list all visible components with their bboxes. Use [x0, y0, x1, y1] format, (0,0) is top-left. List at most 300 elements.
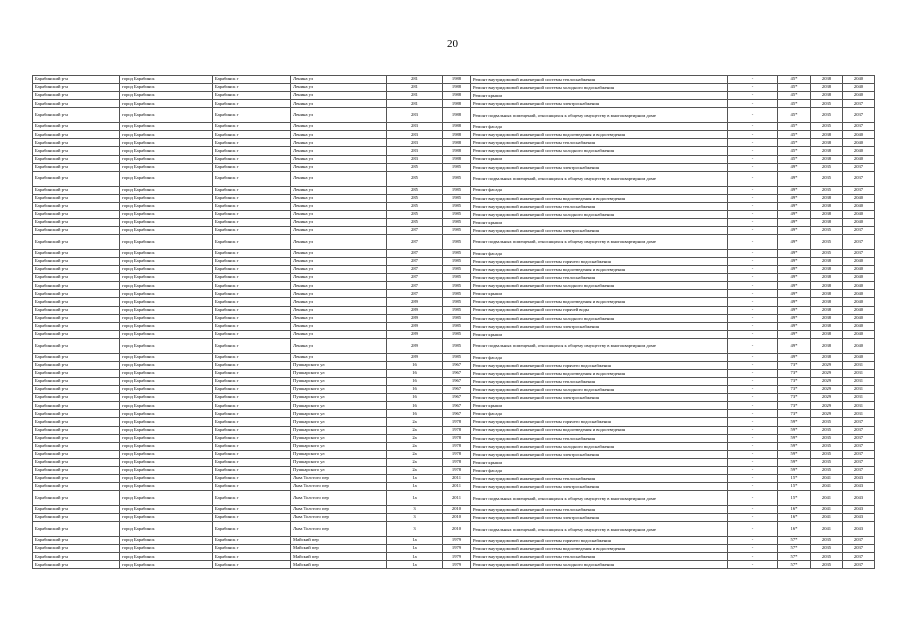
- dash-cell: -: [728, 514, 778, 522]
- end-year-cell: 2040: [843, 76, 875, 84]
- house-number-cell: 285: [387, 186, 443, 194]
- house-number-cell: 287: [387, 249, 443, 257]
- work-type-cell: Ремонт внутридомовой инженерной системы холодного водоснабжения: [471, 314, 728, 322]
- dash-cell: -: [728, 402, 778, 410]
- district-cell: Барабинский р-н: [33, 442, 120, 450]
- build-year-cell: 1988: [443, 84, 471, 92]
- table-row: [33, 450, 875, 458]
- settlement-cell: Барабинск г: [213, 274, 291, 282]
- build-year-cell: 1988: [443, 108, 471, 123]
- municipality-cell: город Барабинск: [120, 139, 213, 147]
- district-cell: Барабинский р-н: [33, 108, 120, 123]
- table-row: [33, 514, 875, 522]
- work-type-cell: Ремонт внутридомовой инженерной системы теплоснабжения: [471, 475, 728, 483]
- house-number-cell: 289: [387, 314, 443, 322]
- build-year-cell: 1979: [443, 537, 471, 545]
- settlement-cell: Барабинск г: [213, 84, 291, 92]
- district-cell: Барабинский р-н: [33, 139, 120, 147]
- dash-cell: -: [728, 202, 778, 210]
- street-cell: Ленина ул: [291, 298, 387, 306]
- street-cell: Ленина ул: [291, 353, 387, 361]
- build-year-cell: 1967: [443, 394, 471, 402]
- start-year-cell: 2029: [811, 378, 843, 386]
- street-cell: Пушкарского ул: [291, 378, 387, 386]
- district-cell: Барабинский р-н: [33, 235, 120, 250]
- municipality-cell: город Барабинск: [120, 491, 213, 506]
- house-number-cell: 16: [387, 394, 443, 402]
- build-year-cell: 2011: [443, 475, 471, 483]
- build-year-cell: 1978: [443, 434, 471, 442]
- work-type-cell: Ремонт подвальных помещений, относящихся к общему имуществу в многоквартирном доме: [471, 235, 728, 250]
- municipality-cell: город Барабинск: [120, 218, 213, 226]
- build-year-cell: 1985: [443, 266, 471, 274]
- wear-percent-cell: 57*: [778, 561, 811, 569]
- settlement-cell: Барабинск г: [213, 338, 291, 353]
- start-year-cell: 2038: [811, 147, 843, 155]
- end-year-cell: 2037: [843, 467, 875, 475]
- house-number-cell: 283: [387, 155, 443, 163]
- wear-percent-cell: 49*: [778, 330, 811, 338]
- street-cell: Пушкарского ул: [291, 434, 387, 442]
- municipality-cell: город Барабинск: [120, 210, 213, 218]
- work-type-cell: Ремонт внутридомовой инженерной системы холодного водоснабжения: [471, 386, 728, 394]
- street-cell: Ленина ул: [291, 314, 387, 322]
- dash-cell: -: [728, 314, 778, 322]
- municipality-cell: город Барабинск: [120, 426, 213, 434]
- end-year-cell: 2037: [843, 171, 875, 186]
- wear-percent-cell: 59*: [778, 426, 811, 434]
- district-cell: Барабинский р-н: [33, 147, 120, 155]
- wear-percent-cell: 59*: [778, 458, 811, 466]
- municipality-cell: город Барабинск: [120, 361, 213, 369]
- district-cell: Барабинский р-н: [33, 314, 120, 322]
- table-row: [33, 434, 875, 442]
- work-type-cell: Ремонт внутридомовой инженерной системы теплоснабжения: [471, 553, 728, 561]
- end-year-cell: 2031: [843, 361, 875, 369]
- table-row: [33, 123, 875, 131]
- wear-percent-cell: 49*: [778, 249, 811, 257]
- dash-cell: -: [728, 290, 778, 298]
- settlement-cell: Барабинск г: [213, 467, 291, 475]
- street-cell: Ленина ул: [291, 123, 387, 131]
- table-row: [33, 235, 875, 250]
- street-cell: Майский пер: [291, 561, 387, 569]
- street-cell: Ленина ул: [291, 282, 387, 290]
- municipality-cell: город Барабинск: [120, 186, 213, 194]
- district-cell: Барабинский р-н: [33, 426, 120, 434]
- wear-percent-cell: 16*: [778, 514, 811, 522]
- start-year-cell: 2035: [811, 123, 843, 131]
- wear-percent-cell: 16*: [778, 506, 811, 514]
- settlement-cell: Барабинск г: [213, 210, 291, 218]
- district-cell: Барабинский р-н: [33, 353, 120, 361]
- house-number-cell: 287: [387, 274, 443, 282]
- settlement-cell: Барабинск г: [213, 290, 291, 298]
- capital-repair-register-table: [32, 75, 875, 569]
- house-number-cell: 283: [387, 131, 443, 139]
- settlement-cell: Барабинск г: [213, 298, 291, 306]
- dash-cell: -: [728, 274, 778, 282]
- start-year-cell: 2038: [811, 290, 843, 298]
- district-cell: Барабинский р-н: [33, 386, 120, 394]
- settlement-cell: Барабинск г: [213, 514, 291, 522]
- table-row: [33, 491, 875, 506]
- house-number-cell: 287: [387, 266, 443, 274]
- work-type-cell: Ремонт внутридомовой инженерной системы теплоснабжения: [471, 378, 728, 386]
- settlement-cell: Барабинск г: [213, 92, 291, 100]
- street-cell: Ленина ул: [291, 155, 387, 163]
- dash-cell: -: [728, 545, 778, 553]
- municipality-cell: город Барабинск: [120, 194, 213, 202]
- end-year-cell: 2037: [843, 434, 875, 442]
- end-year-cell: 2043: [843, 491, 875, 506]
- dash-cell: -: [728, 475, 778, 483]
- start-year-cell: 2029: [811, 394, 843, 402]
- house-number-cell: 2а: [387, 426, 443, 434]
- district-cell: Барабинский р-н: [33, 467, 120, 475]
- wear-percent-cell: 16*: [778, 522, 811, 537]
- house-number-cell: 285: [387, 194, 443, 202]
- end-year-cell: 2040: [843, 147, 875, 155]
- house-number-cell: 2а: [387, 418, 443, 426]
- municipality-cell: город Барабинск: [120, 561, 213, 569]
- table-row: [33, 537, 875, 545]
- house-number-cell: 281: [387, 92, 443, 100]
- dash-cell: -: [728, 186, 778, 194]
- settlement-cell: Барабинск г: [213, 306, 291, 314]
- table-row: [33, 131, 875, 139]
- municipality-cell: город Барабинск: [120, 483, 213, 491]
- dash-cell: -: [728, 506, 778, 514]
- build-year-cell: 1985: [443, 322, 471, 330]
- start-year-cell: 2041: [811, 483, 843, 491]
- settlement-cell: Барабинск г: [213, 522, 291, 537]
- dash-cell: -: [728, 491, 778, 506]
- municipality-cell: город Барабинск: [120, 338, 213, 353]
- dash-cell: -: [728, 282, 778, 290]
- municipality-cell: город Барабинск: [120, 378, 213, 386]
- wear-percent-cell: 45*: [778, 123, 811, 131]
- table-row: [33, 330, 875, 338]
- district-cell: Барабинский р-н: [33, 186, 120, 194]
- settlement-cell: Барабинск г: [213, 330, 291, 338]
- district-cell: Барабинский р-н: [33, 202, 120, 210]
- street-cell: Ленина ул: [291, 274, 387, 282]
- street-cell: Льва Толстого пер: [291, 475, 387, 483]
- settlement-cell: Барабинск г: [213, 506, 291, 514]
- dash-cell: -: [728, 369, 778, 377]
- municipality-cell: город Барабинск: [120, 514, 213, 522]
- wear-percent-cell: 49*: [778, 235, 811, 250]
- dash-cell: -: [728, 235, 778, 250]
- start-year-cell: 2038: [811, 139, 843, 147]
- wear-percent-cell: 59*: [778, 450, 811, 458]
- start-year-cell: 2038: [811, 306, 843, 314]
- build-year-cell: 1985: [443, 338, 471, 353]
- wear-percent-cell: 49*: [778, 353, 811, 361]
- end-year-cell: 2037: [843, 442, 875, 450]
- table-row: [33, 483, 875, 491]
- wear-percent-cell: 45*: [778, 108, 811, 123]
- dash-cell: -: [728, 155, 778, 163]
- settlement-cell: Барабинск г: [213, 545, 291, 553]
- street-cell: Ленина ул: [291, 330, 387, 338]
- work-type-cell: Ремонт внутридомовой инженерной системы горячего водоснабжения: [471, 418, 728, 426]
- work-type-cell: Ремонт внутридомовой инженерной системы электроснабжения: [471, 394, 728, 402]
- street-cell: Ленина ул: [291, 249, 387, 257]
- settlement-cell: Барабинск г: [213, 186, 291, 194]
- work-type-cell: Ремонт внутридомовой инженерной системы водоотведения и водоотведения: [471, 266, 728, 274]
- start-year-cell: 2035: [811, 450, 843, 458]
- build-year-cell: 1985: [443, 330, 471, 338]
- house-number-cell: 1а: [387, 561, 443, 569]
- street-cell: Ленина ул: [291, 131, 387, 139]
- dash-cell: -: [728, 458, 778, 466]
- house-number-cell: 281: [387, 76, 443, 84]
- settlement-cell: Барабинск г: [213, 266, 291, 274]
- settlement-cell: Барабинск г: [213, 378, 291, 386]
- work-type-cell: Ремонт внутридомовой инженерной системы водоотведения и водоотведения: [471, 369, 728, 377]
- start-year-cell: 2041: [811, 514, 843, 522]
- build-year-cell: 1978: [443, 426, 471, 434]
- start-year-cell: 2038: [811, 282, 843, 290]
- dash-cell: -: [728, 561, 778, 569]
- end-year-cell: 2040: [843, 84, 875, 92]
- wear-percent-cell: 49*: [778, 257, 811, 265]
- build-year-cell: 2010: [443, 522, 471, 537]
- wear-percent-cell: 73*: [778, 378, 811, 386]
- wear-percent-cell: 59*: [778, 442, 811, 450]
- table-row: [33, 171, 875, 186]
- wear-percent-cell: 49*: [778, 322, 811, 330]
- municipality-cell: город Барабинск: [120, 227, 213, 235]
- start-year-cell: 2038: [811, 298, 843, 306]
- house-number-cell: 289: [387, 322, 443, 330]
- settlement-cell: Барабинск г: [213, 491, 291, 506]
- build-year-cell: 1967: [443, 402, 471, 410]
- district-cell: Барабинский р-н: [33, 330, 120, 338]
- start-year-cell: 2035: [811, 426, 843, 434]
- municipality-cell: город Барабинск: [120, 506, 213, 514]
- house-number-cell: 2а: [387, 442, 443, 450]
- house-number-cell: 16: [387, 410, 443, 418]
- end-year-cell: 2031: [843, 394, 875, 402]
- municipality-cell: город Барабинск: [120, 394, 213, 402]
- work-type-cell: Ремонт внутридомовой инженерной системы теплоснабжения: [471, 506, 728, 514]
- build-year-cell: 1985: [443, 227, 471, 235]
- district-cell: Барабинский р-н: [33, 410, 120, 418]
- house-number-cell: 1а: [387, 537, 443, 545]
- street-cell: Ленина ул: [291, 202, 387, 210]
- work-type-cell: Ремонт крыши: [471, 155, 728, 163]
- house-number-cell: 289: [387, 330, 443, 338]
- start-year-cell: 2035: [811, 163, 843, 171]
- house-number-cell: 283: [387, 139, 443, 147]
- wear-percent-cell: 49*: [778, 194, 811, 202]
- house-number-cell: 3: [387, 514, 443, 522]
- table-row: [33, 522, 875, 537]
- work-type-cell: Ремонт подвальных помещений, относящихся к общему имуществу в многоквартирном доме: [471, 171, 728, 186]
- end-year-cell: 2043: [843, 483, 875, 491]
- street-cell: Майский пер: [291, 537, 387, 545]
- district-cell: Барабинский р-н: [33, 257, 120, 265]
- build-year-cell: 1985: [443, 202, 471, 210]
- work-type-cell: Ремонт внутридомовой инженерной системы водоотведения и водоотведения: [471, 545, 728, 553]
- start-year-cell: 2038: [811, 314, 843, 322]
- table-row: [33, 458, 875, 466]
- house-number-cell: 2а: [387, 450, 443, 458]
- table-row: [33, 155, 875, 163]
- start-year-cell: 2038: [811, 266, 843, 274]
- build-year-cell: 1988: [443, 147, 471, 155]
- work-type-cell: Ремонт подвальных помещений, относящихся к общему имуществу в многоквартирном доме: [471, 522, 728, 537]
- wear-percent-cell: 45*: [778, 92, 811, 100]
- end-year-cell: 2040: [843, 306, 875, 314]
- house-number-cell: 283: [387, 108, 443, 123]
- start-year-cell: 2038: [811, 353, 843, 361]
- work-type-cell: Ремонт подвальных помещений, относящихся к общему имуществу в многоквартирном доме: [471, 338, 728, 353]
- house-number-cell: 16: [387, 386, 443, 394]
- wear-percent-cell: 73*: [778, 402, 811, 410]
- wear-percent-cell: 73*: [778, 410, 811, 418]
- start-year-cell: 2035: [811, 227, 843, 235]
- street-cell: Пушкарского ул: [291, 361, 387, 369]
- district-cell: Барабинский р-н: [33, 210, 120, 218]
- house-number-cell: 287: [387, 227, 443, 235]
- work-type-cell: Ремонт внутридомовой инженерной системы электроснабжения: [471, 450, 728, 458]
- end-year-cell: 2037: [843, 561, 875, 569]
- street-cell: Ленина ул: [291, 139, 387, 147]
- start-year-cell: 2035: [811, 108, 843, 123]
- wear-percent-cell: 57*: [778, 553, 811, 561]
- district-cell: Барабинский р-н: [33, 458, 120, 466]
- dash-cell: -: [728, 386, 778, 394]
- build-year-cell: 1967: [443, 361, 471, 369]
- settlement-cell: Барабинск г: [213, 76, 291, 84]
- street-cell: Ленина ул: [291, 84, 387, 92]
- work-type-cell: Ремонт внутридомовой инженерной системы электроснабжения: [471, 483, 728, 491]
- street-cell: Льва Толстого пер: [291, 506, 387, 514]
- end-year-cell: 2031: [843, 369, 875, 377]
- work-type-cell: Ремонт крыши: [471, 330, 728, 338]
- end-year-cell: 2043: [843, 522, 875, 537]
- dash-cell: -: [728, 410, 778, 418]
- work-type-cell: Ремонт внутридомовой инженерной системы горячего водоснабжения: [471, 537, 728, 545]
- settlement-cell: Барабинск г: [213, 537, 291, 545]
- end-year-cell: 2043: [843, 475, 875, 483]
- street-cell: Пушкарского ул: [291, 369, 387, 377]
- work-type-cell: Ремонт внутридомовой инженерной системы холодного водоснабжения: [471, 282, 728, 290]
- end-year-cell: 2040: [843, 202, 875, 210]
- start-year-cell: 2035: [811, 545, 843, 553]
- start-year-cell: 2038: [811, 84, 843, 92]
- district-cell: Барабинский р-н: [33, 394, 120, 402]
- work-type-cell: Ремонт крыши: [471, 92, 728, 100]
- start-year-cell: 2035: [811, 442, 843, 450]
- dash-cell: -: [728, 218, 778, 226]
- street-cell: Ленина ул: [291, 92, 387, 100]
- district-cell: Барабинский р-н: [33, 483, 120, 491]
- table-row: [33, 386, 875, 394]
- build-year-cell: 1985: [443, 290, 471, 298]
- start-year-cell: 2029: [811, 402, 843, 410]
- house-number-cell: 289: [387, 338, 443, 353]
- street-cell: Льва Толстого пер: [291, 514, 387, 522]
- wear-percent-cell: 49*: [778, 210, 811, 218]
- dash-cell: -: [728, 450, 778, 458]
- settlement-cell: Барабинск г: [213, 369, 291, 377]
- dash-cell: -: [728, 522, 778, 537]
- end-year-cell: 2040: [843, 139, 875, 147]
- settlement-cell: Барабинск г: [213, 386, 291, 394]
- house-number-cell: 287: [387, 282, 443, 290]
- dash-cell: -: [728, 353, 778, 361]
- house-number-cell: 281: [387, 84, 443, 92]
- house-number-cell: 2а: [387, 467, 443, 475]
- build-year-cell: 1978: [443, 458, 471, 466]
- district-cell: Барабинский р-н: [33, 322, 120, 330]
- table-row: [33, 394, 875, 402]
- build-year-cell: 1985: [443, 282, 471, 290]
- district-cell: Барабинский р-н: [33, 155, 120, 163]
- settlement-cell: Барабинск г: [213, 418, 291, 426]
- table-row: [33, 202, 875, 210]
- settlement-cell: Барабинск г: [213, 139, 291, 147]
- end-year-cell: 2031: [843, 378, 875, 386]
- work-type-cell: Ремонт внутридомовой инженерной системы горячего водоснабжения: [471, 361, 728, 369]
- table-row: [33, 378, 875, 386]
- dash-cell: -: [728, 108, 778, 123]
- wear-percent-cell: 49*: [778, 171, 811, 186]
- street-cell: Пушкарского ул: [291, 402, 387, 410]
- wear-percent-cell: 73*: [778, 361, 811, 369]
- end-year-cell: 2040: [843, 282, 875, 290]
- start-year-cell: 2038: [811, 92, 843, 100]
- district-cell: Барабинский р-н: [33, 434, 120, 442]
- district-cell: Барабинский р-н: [33, 194, 120, 202]
- dash-cell: -: [728, 378, 778, 386]
- settlement-cell: Барабинск г: [213, 227, 291, 235]
- work-type-cell: Ремонт внутридомовой инженерной системы теплоснабжения: [471, 139, 728, 147]
- start-year-cell: 2041: [811, 491, 843, 506]
- street-cell: Пушкарского ул: [291, 418, 387, 426]
- work-type-cell: Ремонт внутридомовой инженерной системы холодного водоснабжения: [471, 561, 728, 569]
- build-year-cell: 1978: [443, 442, 471, 450]
- table-row: [33, 274, 875, 282]
- end-year-cell: 2037: [843, 186, 875, 194]
- district-cell: Барабинский р-н: [33, 298, 120, 306]
- start-year-cell: 2041: [811, 522, 843, 537]
- dash-cell: -: [728, 92, 778, 100]
- build-year-cell: 1985: [443, 257, 471, 265]
- street-cell: Пушкарского ул: [291, 450, 387, 458]
- build-year-cell: 2010: [443, 506, 471, 514]
- start-year-cell: 2038: [811, 155, 843, 163]
- build-year-cell: 1988: [443, 139, 471, 147]
- settlement-cell: Барабинск г: [213, 442, 291, 450]
- house-number-cell: 16: [387, 402, 443, 410]
- street-cell: Пушкарского ул: [291, 394, 387, 402]
- house-number-cell: 2а: [387, 458, 443, 466]
- settlement-cell: Барабинск г: [213, 361, 291, 369]
- street-cell: Ленина ул: [291, 194, 387, 202]
- municipality-cell: город Барабинск: [120, 522, 213, 537]
- start-year-cell: 2038: [811, 330, 843, 338]
- build-year-cell: 1985: [443, 274, 471, 282]
- wear-percent-cell: 45*: [778, 147, 811, 155]
- settlement-cell: Барабинск г: [213, 147, 291, 155]
- start-year-cell: 2035: [811, 249, 843, 257]
